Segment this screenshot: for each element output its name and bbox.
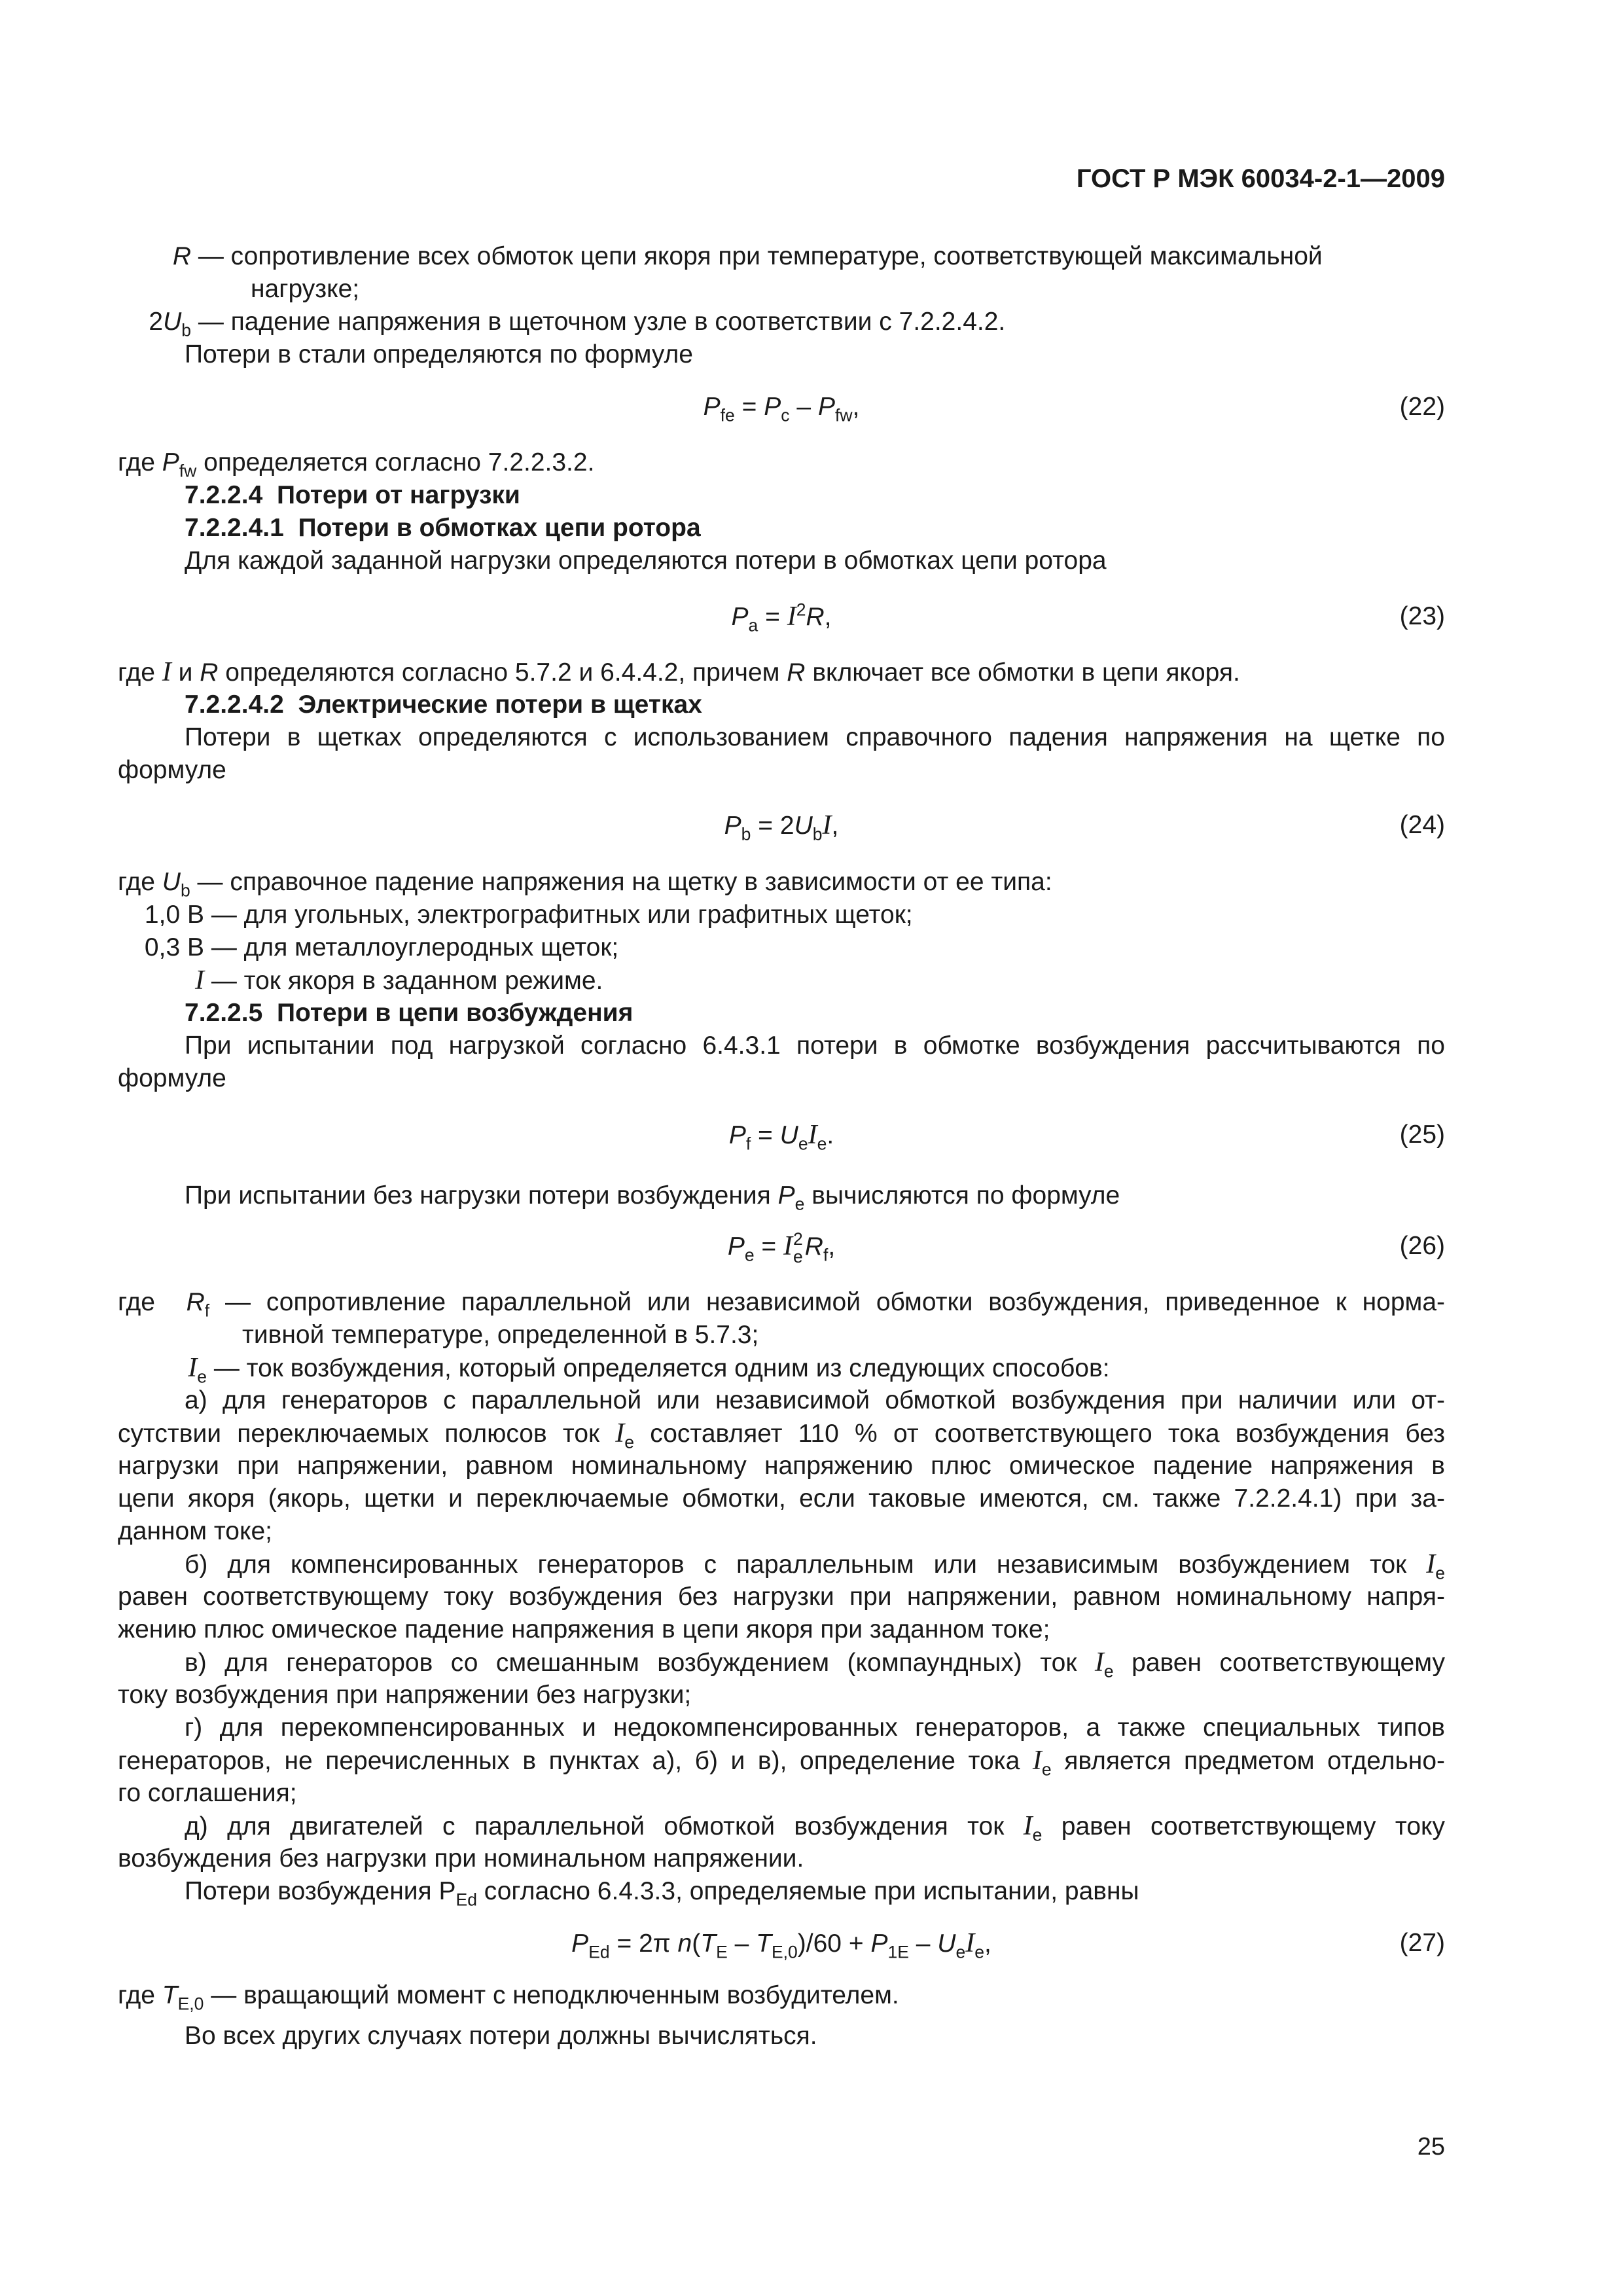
iron-loss-intro: Потери в стали определяются по формуле	[185, 340, 693, 368]
list-item-a-line3: нагрузки при напряжении, равном номинальному напряжению плюс омическое падение напряжения в	[118, 1452, 1445, 1480]
excitation-loss-paragraph: Потери возбуждения $P_{Ed}$ согласно 6.4.3.3, определяемые при испытании, равны	[185, 1877, 1139, 1910]
def-r-line2: нагрузке;	[251, 275, 360, 303]
where-23: где I и R определяются согласно 5.7.2 и 6.4.4.2, причем R включает все обмотки в цепи якоря.	[118, 657, 1240, 687]
equation-25: $P_f = U_eI_e$. (25)	[728, 1120, 1445, 1154]
heading-7-2-2-4-1: 7.2.2.4.1 Потери в обмотках цепи ротора	[185, 514, 701, 542]
equation-number: (24)	[1399, 811, 1445, 839]
list-item-a-line4: цепи якоря (якорь, щетки и переключаемые обмотки, если таковые имеются, см. также 7.2.2.4.1) при за-	[118, 1484, 1445, 1513]
list-item-v-line1: в) для генераторов со смешанным возбуждением (компаундных) ток $I_е$ равен соответствующему	[185, 1647, 1445, 1681]
equation-number: (26)	[1399, 1232, 1445, 1260]
list-item-b-line1: б) для компенсированных генераторов с параллельным или независимым возбуждением ток $I_е$	[185, 1549, 1445, 1583]
equation-26: $P_e = I$ 2 e $R_f$, (26)	[727, 1229, 1445, 1266]
brush-loss-paragraph-line1: Потери в щетках определяются с использованием справочного падения напряжения на щетке по	[185, 723, 1445, 751]
no-load-paragraph: При испытании без нагрузки потери возбуждения $P_e$ вычисляются по формуле	[185, 1181, 1120, 1214]
list-item-b-line3: жению плюс омическое падение напряжения в цепи якоря при заданном токе;	[118, 1615, 1050, 1643]
brush-drop-carbon: 1,0 В — для угольных, электрографитных или графитных щеток;	[144, 901, 913, 929]
list-item-g-line3: го соглашения;	[118, 1779, 297, 1807]
def-ie-line: $I_e$ — ток возбуждения, который определяется одним из следующих способов:	[188, 1353, 1110, 1387]
heading-7-2-2-4: 7.2.2.4 Потери от нагрузки	[185, 481, 520, 509]
list-item-a-line1: а) для генераторов с параллельной или независимой обмоткой возбуждения при наличии или от-	[185, 1386, 1445, 1414]
heading-7-2-2-5: 7.2.2.5 Потери в цепи возбуждения	[185, 999, 633, 1027]
equation-number: (25)	[1399, 1121, 1445, 1149]
list-item-a-line2: сутствии переключаемых полюсов ток $I_е$ составляет 110 % от соответствующего тока возбуждения без	[118, 1418, 1445, 1452]
list-item-a-line5: данном токе;	[118, 1517, 272, 1545]
where-24: где $U_b$ — справочное падение напряжения на щетку в зависимости от ее типа:	[118, 868, 1052, 901]
list-item-b-line2: равен соответствующему току возбуждения без нагрузки при напряжении, равном номинальному напря-	[118, 1583, 1445, 1611]
brush-loss-paragraph-line2: формуле	[118, 756, 226, 784]
def-r-line1: R — сопротивление всех обмоток цепи якоря при температуре, соответствующей максимальной	[172, 242, 1323, 270]
list-item-g-line2: генераторов, не перечисленных в пунктах а), б) и в), определение тока $I_е$ является предметом отдельно-	[118, 1746, 1445, 1780]
list-item-d-line1: д) для двигателей с параллельной обмоткой возбуждения ток $I_е$ равен соответствующему току	[185, 1811, 1446, 1845]
list-item-d-line2: возбуждения без нагрузки при номинальном напряжении.	[118, 1844, 804, 1873]
def-rf-line2: тивной температуре, определенной в 5.7.3;	[242, 1321, 759, 1349]
document-header: ГОСТ Р МЭК 60034-2-1—2009	[1076, 164, 1445, 193]
rotor-loss-paragraph: Для каждой заданной нагрузки определяются потери в обмотках цепи ротора	[185, 547, 1107, 575]
where-22: где $P_{fw}$ определяется согласно 7.2.2.3.2.	[118, 448, 595, 481]
def-ub-line: $2U_b$ — падение напряжения в щеточном узле в соответствии с 7.2.2.4.2.	[149, 308, 1006, 340]
def-rf-line1: где $R_f$ — сопротивление параллельной или независимой обмотки возбуждения, приведенное к норма-	[118, 1288, 1446, 1321]
heading-7-2-2-4-2: 7.2.2.4.2 Электрические потери в щетках	[185, 691, 702, 719]
equation-number: (27)	[1399, 1929, 1445, 1957]
list-item-g-line1: г) для перекомпенсированных и недокомпенсированных генераторов, а также специальных типов	[185, 1713, 1445, 1742]
equation-23: $P_a = I^2R$, (23)	[731, 600, 1445, 636]
field-loss-paragraph-line1: При испытании под нагрузкой согласно 6.4.3.1 потери в обмотке возбуждения рассчитываются по	[185, 1031, 1445, 1060]
equation-number: (23)	[1399, 602, 1445, 630]
final-paragraph: Во всех других случаях потери должны вычисляться.	[185, 2022, 817, 2050]
page-number: 25	[1417, 2133, 1445, 2161]
equation-22: $P_{fe} = P_c - P_{fw}$, (22)	[118, 391, 1445, 423]
field-loss-paragraph-line2: формуле	[118, 1064, 226, 1092]
brush-drop-metal: 0,3 В — для металлоуглеродных щеток;	[144, 933, 619, 961]
list-item-v-line2: току возбуждения при напряжении без нагрузки;	[118, 1681, 692, 1709]
equation-number: (22)	[1399, 393, 1445, 421]
armature-current-def: I — ток якоря в заданном режиме.	[195, 965, 603, 996]
equation-24: $P_b = 2U_bI$, (24)	[724, 810, 1445, 844]
where-27: где $T_{E,0}$ — вращающий момент с неподключенным возбудителем.	[118, 1981, 899, 2014]
equation-27: $P_{Ed} = 2\pi$ $n(T_E - T_{E,0})/60 + P_{1E} - U_eI_e$, (27)	[571, 1928, 1445, 1962]
